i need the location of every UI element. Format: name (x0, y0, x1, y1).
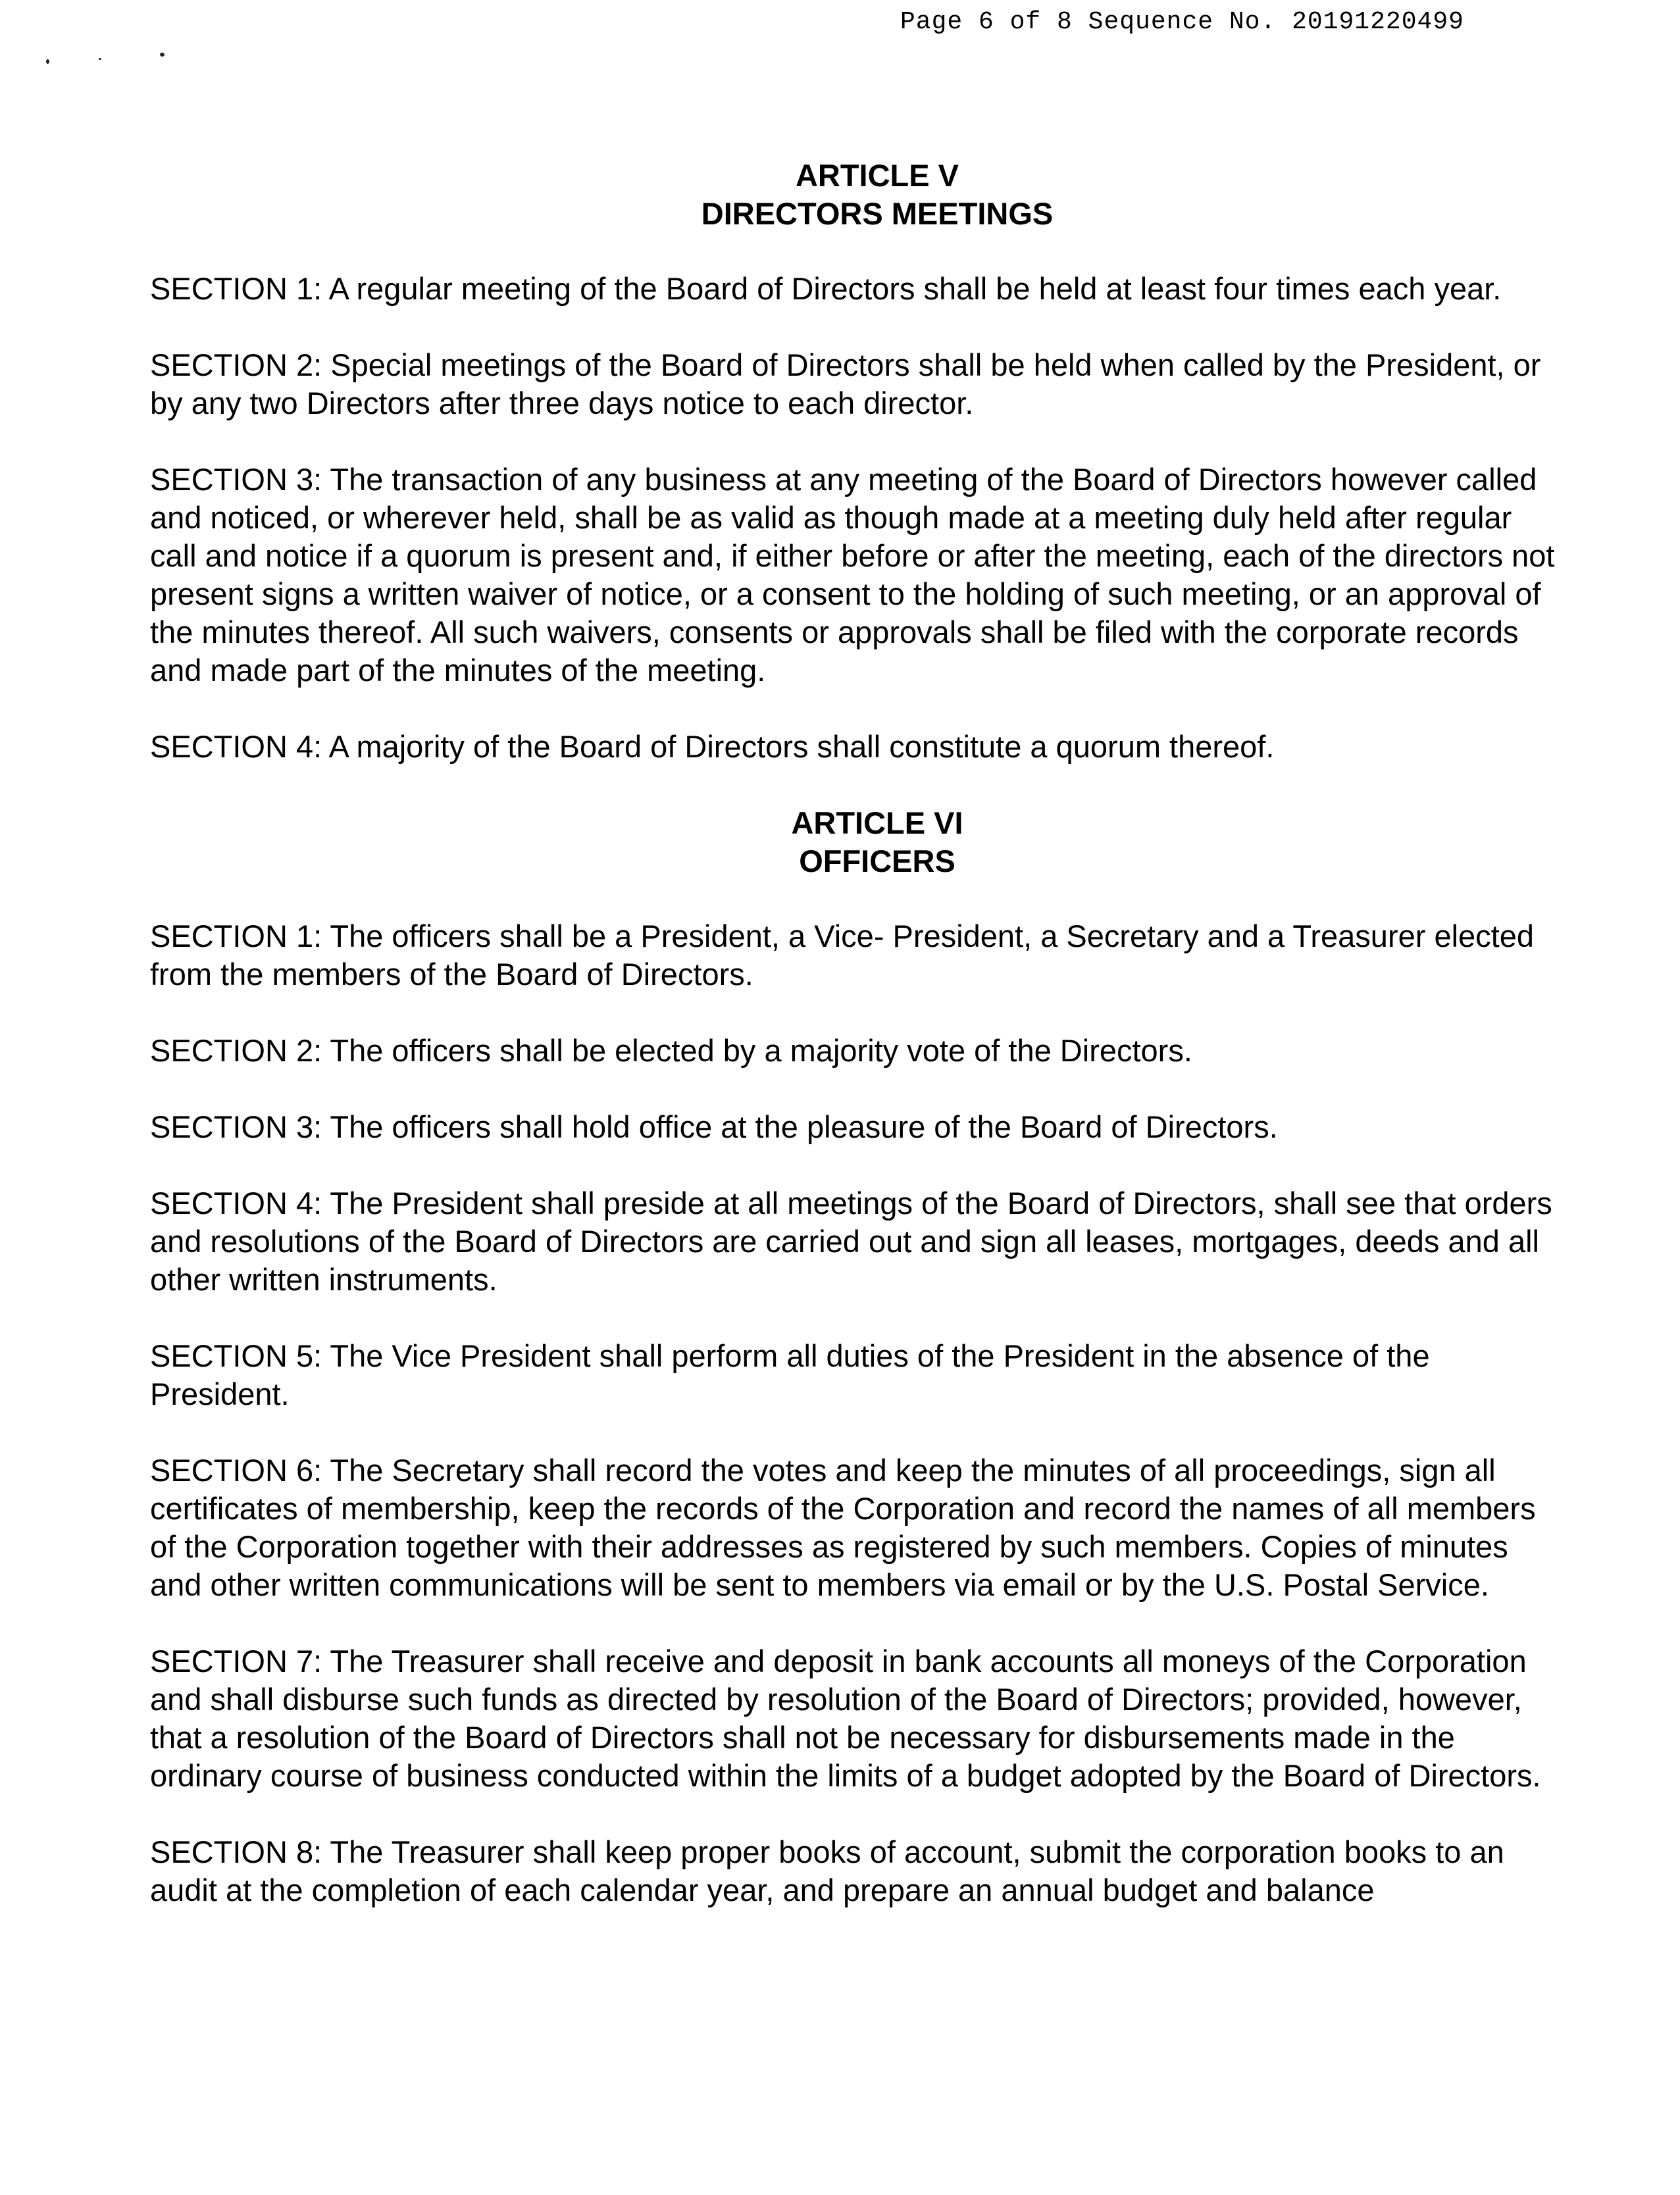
article-v-section-2: SECTION 2: Special meetings of the Board of Directors shall be held when called by the President, or by any two Directors after three days notice to each director. (150, 347, 1541, 420)
article-v-section-3: SECTION 3: The transaction of any business at any meeting of the Board of Directors however called and noticed, or wherever held, shall be as valid as though made at a meeting duly held after regular call and notice if a quorum is present and, if either before or after the meeting, each of the directors not present signs a written waiver of notice, or a consent to the holding of such meeting, or an approval of the minutes thereof. All such waivers, consents or approvals shall be filed with the corporate records and made part of the minutes of the meeting. (150, 462, 1555, 688)
article-vi-section-2: SECTION 2: The officers shall be elected by a majority vote of the Directors. (150, 1033, 1192, 1068)
article-v-section-4: SECTION 4: A majority of the Board of Directors shall constitute a quorum thereof. (150, 729, 1275, 764)
article-vi-heading (190, 804, 1565, 880)
article-vi-section-8: SECTION 8: The Treasurer shall keep proper books of account, submit the corporation books to an audit at the completion of each calendar year, and prepare an annual budget and balance (150, 1834, 1504, 1907)
article-subtitle: DIRECTORS MEETINGS (701, 196, 1054, 231)
page-sequence-header: Page 6 of 8 Sequence No. 20191220499 (900, 8, 1464, 36)
article-vi-section-1: SECTION 1: The officers shall be a President, a Vice- President, a Secretary and a Treasurer elected from the members of the Board of Directors. (150, 919, 1534, 992)
document-body (150, 157, 1565, 1909)
article-v-section-1: SECTION 1: A regular meeting of the Board of Directors shall be held at least four times each year. (150, 271, 1502, 306)
article-vi-section-3: SECTION 3: The officers shall hold office at the pleasure of the Board of Directors. (150, 1109, 1278, 1144)
article-vi-section-5: SECTION 5: The Vice President shall perform all duties of the President in the absence of the President. (150, 1338, 1430, 1411)
article-vi-section-4: SECTION 4: The President shall preside at all meetings of the Board of Directors, shall see that orders and resolutions of the Board of Directors are carried out and sign all leases, mortgages, deeds and all other written instruments. (150, 1186, 1552, 1297)
article-subtitle: OFFICERS (799, 844, 955, 878)
article-v-heading (190, 157, 1565, 233)
article-vi-section-6: SECTION 6: The Secretary shall record the votes and keep the minutes of all proceedings, sign all certificates of membership, keep the records of the Corporation and record the names of all members of the Corporation together with their addresses as registered by such members. Copies of minutes and other written communications will be sent to members via email or by the U.S. Postal Service. (150, 1453, 1536, 1602)
article-vi-section-7: SECTION 7: The Treasurer shall receive and deposit in bank accounts all moneys of the Corporation and shall disburse such funds as directed by resolution of the Board of Directors; provided, however, that a resolution of the Board of Directors shall not be necessary for disbursements made in the ordinary course of business conducted within the limits of a budget adopted by the Board of Directors. (150, 1644, 1541, 1793)
article-title: ARTICLE V (795, 158, 959, 193)
scan-speck (46, 59, 49, 64)
article-title: ARTICLE VI (791, 805, 963, 840)
scan-speck (160, 53, 165, 57)
scan-speck (99, 58, 101, 60)
